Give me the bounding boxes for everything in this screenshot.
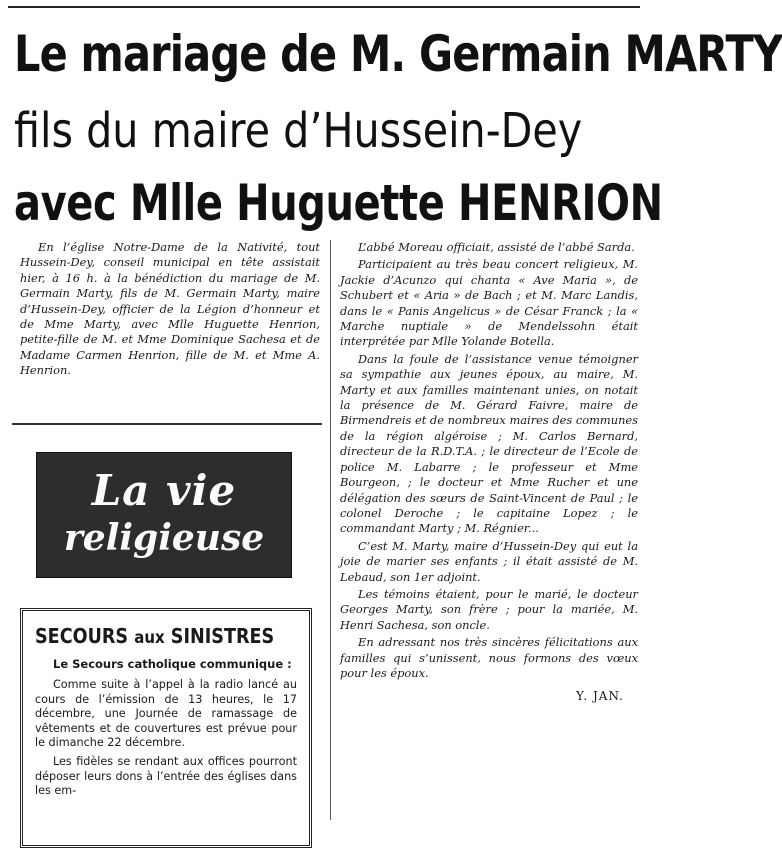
secours-title-part: SECOURS xyxy=(35,624,129,648)
top-rule xyxy=(8,6,640,8)
headline-line-2: fils du maire d’Hussein-Dey xyxy=(14,103,583,159)
secours-paragraph: Les fidèles se rendant aux offices pourront déposer leurs dons à l’entrée des églises dans les em- xyxy=(35,754,297,798)
article-left-column xyxy=(20,240,320,381)
section-banner-la-vie-religieuse xyxy=(36,452,292,578)
article-paragraph: Dans la foule de l’assistance venue témoigner sa sympathie aux jeunes époux, au maire, M. Marty et aux familles maintenant unies, on notait la présence de M. Gérard Faivre, maire de Birmendreis et de nombreux maires des communes de la région algéroise ; M. Carlos Bernard, directeur de la R.D.T.A. ; le directeur de l’Ecole de police M. Labarre ; le professeur et Mme Bourgeon, ; le docteur et Mme Rucher et une délégation des sœurs de Saint-Vincent de Paul ; le colonel Deroche ; le capitaine Lopez ; le commandant Marty ; M. Régnier... xyxy=(340,351,638,536)
article-right-column xyxy=(340,240,638,703)
secours-aux-sinistres-box xyxy=(20,608,312,848)
secours-paragraph: Comme suite à l’appel à la radio lancé au cours de l’émission de 13 heures, le 17 décembre, une Journée de ramassage de vêtements et de couvertures est prévue pour le dimanche 22 décembre. xyxy=(35,678,297,750)
article-paragraph: L’abbé Moreau officiait, assisté de l’abbé Sarda. xyxy=(358,240,635,254)
secours-title-part: SINISTRES xyxy=(170,624,275,648)
secours-intro: Le Secours catholique communique : xyxy=(53,657,292,671)
secours-title-part: aux xyxy=(134,628,165,648)
banner-title-line-1: La vie xyxy=(91,466,237,515)
article-paragraph: En adressant nos très sincères félicitations aux familles qui s’unissent, nous formons des vœux pour les époux. xyxy=(340,635,638,680)
secours-title xyxy=(35,623,275,651)
column-divider xyxy=(330,240,331,820)
headline-line-1: Le mariage de M. Germain MARTY xyxy=(14,25,782,83)
section-rule xyxy=(12,423,322,425)
article-paragraph: Les témoins étaient, pour le marié, le docteur Georges Marty, son frère ; pour la mariée, M. Henri Sachesa, son oncle. xyxy=(340,586,638,632)
article-paragraph: En l’église Notre-Dame de la Nativité, tout Hussein-Dey, conseil municipal en tête assistait hier, à 16 h. à la bénédiction du mariage de M. Germain Marty, fils de M. Germain Marty, maire d’Hussein-Dey, officier de la Légion d’honneur et de Mme Marty, avec Mlle Huguette Henrion, petite-fille de M. et Mme Dominique Sachesa et de Madame Carmen Henrion, fille de M. et Mme A. Henrion. xyxy=(20,240,320,378)
article-paragraph: Participaient au très beau concert religieux, M. Jackie d’Acunzo qui chanta « Ave Maria », de Schubert et « Aria » de Bach ; et M. Marc Landis, dans le « Panis Angelicus » de César Franck ; la « Marche nuptiale » de Mendelssohn était interprétée par Mlle Yolande Botella. xyxy=(340,257,638,349)
article-paragraph: C’est M. Marty, maire d’Hussein-Dey qui eut la joie de marier ses enfants ; il était assisté de M. Lebaud, son 1er adjoint. xyxy=(340,538,638,584)
banner-title-line-2: religieuse xyxy=(63,517,265,559)
author-signature: Y. JAN. xyxy=(575,689,624,704)
headline-line-3: avec Mlle Huguette HENRION xyxy=(14,174,663,232)
